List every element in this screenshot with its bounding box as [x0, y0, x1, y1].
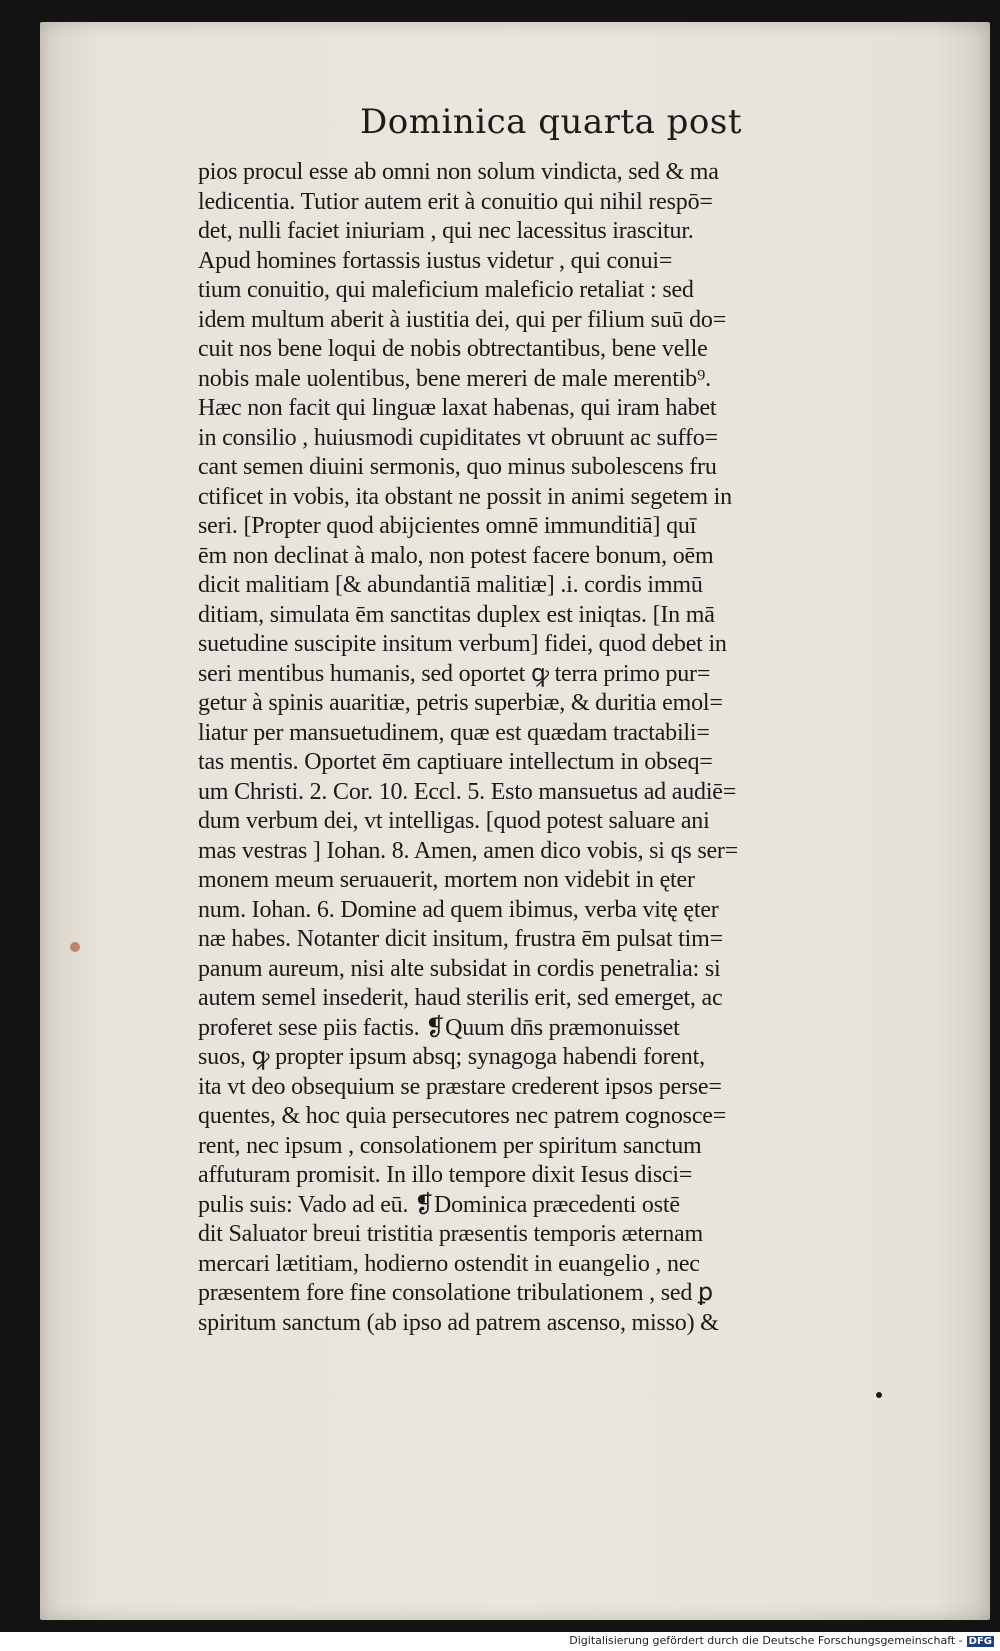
text-line: dit Saluator breui tristitia præsentis temporis æternam [198, 1221, 703, 1247]
dfg-logo: DFG [968, 1636, 992, 1647]
text-line: rent, nec ipsum , consolationem per spiritum sanctum [198, 1132, 702, 1159]
credit-text: Digitalisierung gefördert durch die Deutsche Forschungsgemeinschaft - [569, 1634, 963, 1647]
text-line: ctificet in vobis, ita obstant ne possit in animi segetem in [198, 483, 732, 510]
text-line: panum aureum, nisi alte subsidat in cordis penetralia: si [198, 955, 721, 982]
text-line: num. Iohan. 6. Domine ad quem ibimus, verba vitę ęter [198, 896, 719, 923]
text-line: proferet sese piis factis. ❡Quum dn̄s præmonuisset [198, 1014, 680, 1041]
text-line: næ habes. Notanter dicit insitum, frustra ēm pulsat tim= [198, 926, 723, 952]
text-line: mercari lætitiam, hodierno ostendit in euangelio , nec [198, 1250, 700, 1277]
text-line: seri. [Propter quod abijcientes omnē immunditiā] quī [198, 513, 697, 539]
text-line: Apud homines fortassis iustus videtur , qui conui= [198, 247, 673, 274]
text-line: um Christi. 2. Cor. 10. Eccl. 5. Esto mansuetus ad audiē= [198, 778, 737, 805]
text-line: ēm non declinat à malo, non potest facere bonum, oēm [198, 542, 714, 569]
text-line: nobis male uolentibus, bene mereri de male merentib⁹. [198, 365, 711, 392]
text-line: getur à spinis auaritiæ, petris superbiæ, & duritia emol= [198, 690, 723, 716]
text-line: suetudine suscipite insitum verbum] fidei, quod debet in [198, 631, 727, 657]
text-line: dicit malitiam [& abundantiā malitiæ] .i. cordis immū [198, 572, 703, 598]
text-line: mas vestras ] Iohan. 8. Amen, amen dico vobis, si qs ser= [198, 837, 739, 864]
text-line: suos, ꝙ propter ipsum absq; synagoga habendi forent, [198, 1044, 705, 1070]
digitization-credit [569, 1634, 994, 1647]
text-line: cant semen diuini sermonis, quo minus subolescens fru [198, 454, 717, 480]
ink-dot [876, 1392, 882, 1398]
text-line: affuturam promisit. In illo tempore dixit Iesus disci= [198, 1162, 693, 1188]
text-line: tas mentis. Oportet ēm captiuare intellectum in obseq= [198, 749, 713, 775]
text-line: det, nulli faciet iniuriam , qui nec lacessitus irascitur. [198, 218, 694, 244]
running-head: Dominica quarta post [360, 102, 743, 142]
text-line: ditiam, simulata ēm sanctitas duplex est iniqtas. [In mā [198, 601, 715, 628]
text-line: dum verbum dei, vt intelligas. [quod potest saluare ani [198, 808, 710, 834]
text-line: liatur per mansuetudinem, quæ est quædam tractabili= [198, 719, 710, 746]
text-line: præsentem fore fine consolatione tribulationem , sed ꝑ [198, 1280, 713, 1306]
text-line: quentes, & hoc quia persecutores nec patrem cognosce= [198, 1103, 727, 1129]
body-text [198, 158, 940, 1338]
text-line: pulis suis: Vado ad eū. ❡Dominica præcedenti ostē [198, 1191, 680, 1218]
page-stain [70, 942, 80, 952]
text-line: ita vt deo obsequium se præstare crederent ipsos perse= [198, 1073, 722, 1100]
text-line: seri mentibus humanis, sed oportet ꝙ terra primo pur= [198, 660, 711, 687]
text-line: Hæc non facit qui linguæ laxat habenas, qui iram habet [198, 395, 717, 421]
text-line: in consilio , huiusmodi cupiditates vt obruunt ac suffo= [198, 424, 718, 451]
text-line: spiritum sanctum (ab ipso ad patrem ascenso, misso) & [198, 1309, 719, 1336]
text-line: autem semel insederit, haud sterilis erit, sed emerget, ac [198, 985, 723, 1011]
text-line: tium conuitio, qui maleficium maleficio retaliat : sed [198, 277, 694, 303]
text-line: monem meum seruauerit, mortem non videbit in ęter [198, 867, 695, 893]
text-line: cuit nos bene loqui de nobis obtrectantibus, bene velle [198, 336, 708, 362]
text-line: pios procul esse ab omni non solum vindicta, sed & ma [198, 159, 719, 185]
text-line: ledicentia. Tutior autem erit à conuitio qui nihil respō= [198, 188, 713, 215]
text-line: idem multum aberit à iustitia dei, qui per filium suū do= [198, 306, 727, 333]
